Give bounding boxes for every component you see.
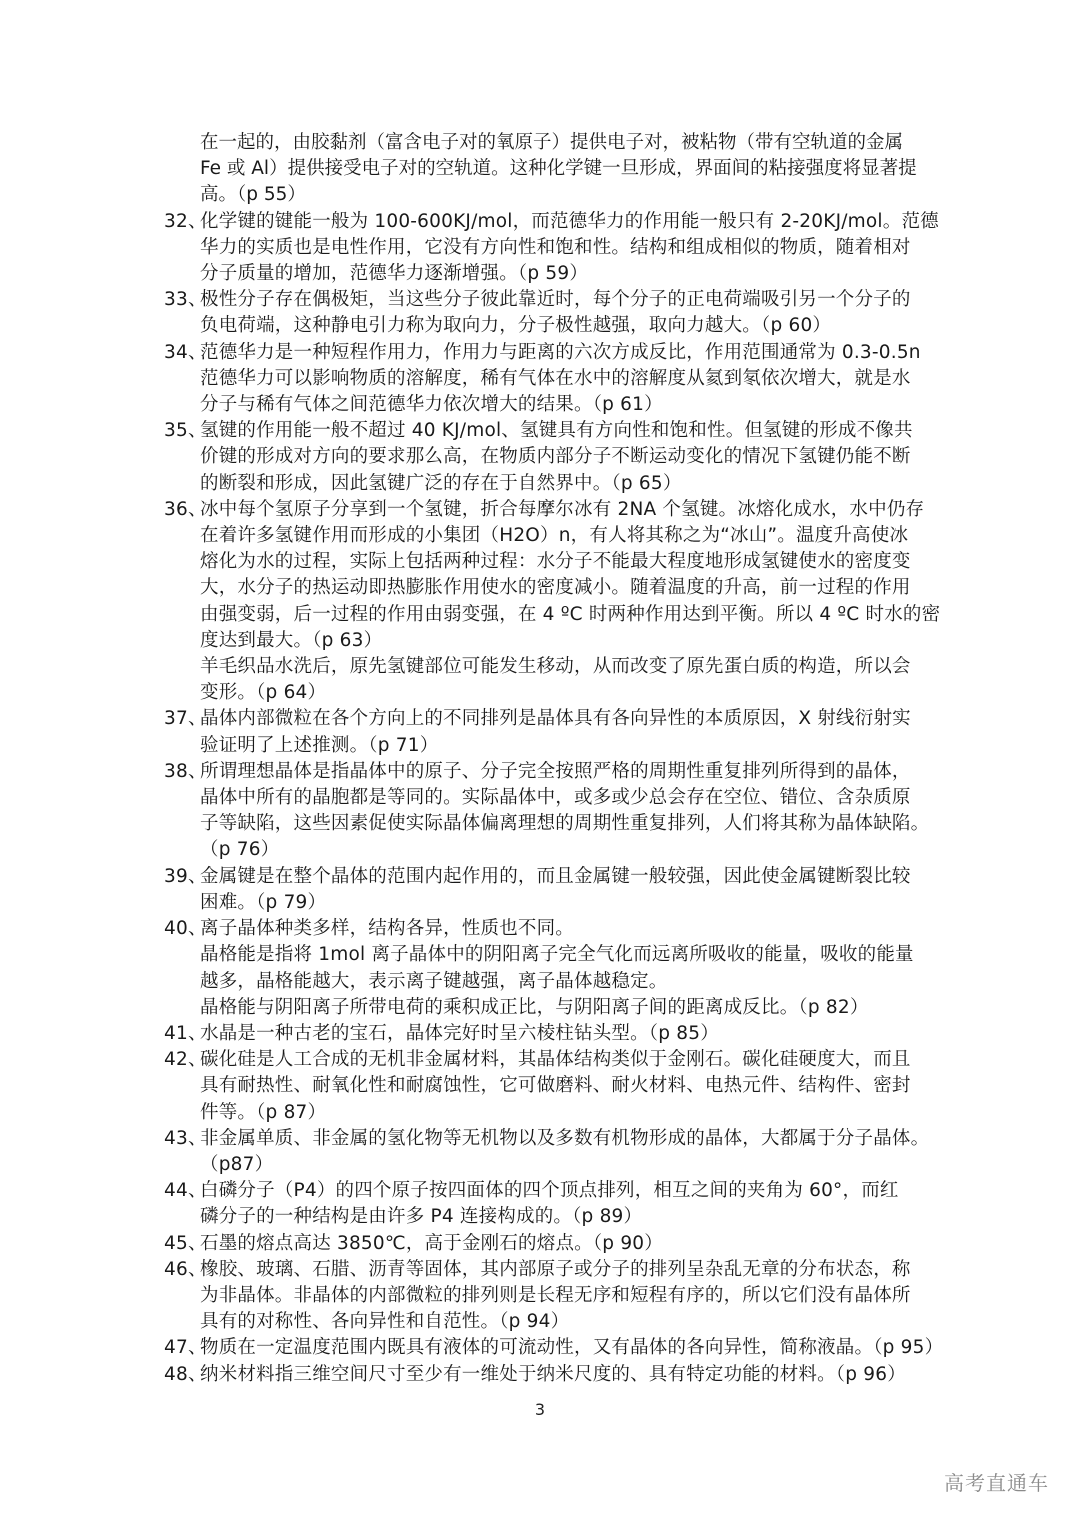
list-item	[164, 418, 920, 497]
text-line: 大，水分子的热运动即热膨胀作用使水的密度减小。随着温度的升高，前一过程的作用	[200, 577, 911, 599]
lead-in-paragraph	[164, 130, 920, 209]
text-line: 碳化硅是人工合成的无机非金属材料，其晶体结构类似于金刚石。碳化硅硬度大，而且	[200, 1049, 911, 1071]
item-number: 38、	[164, 760, 207, 782]
text-line: 晶格能与阴阳离子所带电荷的乘积成正比，与阴阳离子间的距离成反比。（p 82）	[200, 996, 869, 1018]
text-line: 离子晶体种类多样，结构各异，性质也不同。	[200, 918, 575, 940]
item-number: 46、	[164, 1258, 207, 1280]
text-line: 高。（p 55）	[200, 184, 306, 206]
item-number: 42、	[164, 1049, 207, 1071]
numbered-list	[164, 209, 944, 1388]
text-line: 范德华力是一种短程作用力，作用力与距离的六次方成反比，作用范围通常为 0.3-0.5n	[200, 341, 921, 363]
text-line: 磷分子的一种结构是由许多 P4 连接构成的。（p 89）	[200, 1206, 643, 1228]
text-line: 范德华力可以影响物质的溶解度，稀有气体在水中的溶解度从氦到氡依次增大，就是水	[200, 367, 911, 389]
text-line: 验证明了上述推测。（p 71）	[200, 734, 439, 756]
text-line: 的断裂和形成，因此氢键广泛的存在于自然界中。（p 65）	[200, 472, 682, 494]
text-line: 华力的实质也是电性作用，它没有方向性和饱和性。结构和组成相似的物质，随着相对	[200, 236, 911, 258]
text-line: 晶格能是指将 1mol 离子晶体中的阴阳离子完全气化而远离所吸收的能量，吸收的能量	[200, 944, 914, 966]
text-line: 在着许多氢键作用而形成的小集团（H2O）n，有人将其称之为“冰山”。温度升高使冰	[200, 525, 909, 547]
text-line: 负电荷端，这种静电引力称为取向力，分子极性越强，取向力越大。（p 60）	[200, 315, 832, 337]
text-line: 分子质量的增加，范德华力逐渐增强。（p 59）	[200, 263, 589, 285]
text-line: 橡胶、玻璃、石腊、沥青等固体，其内部原子或分子的排列呈杂乱无章的分布状态，称	[200, 1258, 911, 1280]
text-line: 价键的形成对方向的要求那么高，在物质内部分子不断运动变化的情况下氢键仍能不断	[200, 446, 911, 468]
list-item	[164, 864, 920, 916]
text-line: 子等缺陷，这些因素促使实际晶体偏离理想的周期性重复排列，人们将其称为晶体缺陷。	[200, 813, 930, 835]
text-line: 金属键是在整个晶体的范围内起作用的，而且金属键一般较强，因此使金属键断裂比较	[200, 865, 911, 887]
item-number: 45、	[164, 1232, 207, 1254]
item-number: 34、	[164, 341, 207, 363]
list-item	[164, 1257, 920, 1336]
text-line: 物质在一定温度范围内既具有液体的可流动性，又有晶体的各向异性，简称液晶。（p 95）	[200, 1337, 944, 1359]
text-line: 在一起的，由胶黏剂（富含电子对的氧原子）提供电子对，被粘物（带有空轨道的金属	[200, 132, 904, 153]
list-item	[164, 1362, 920, 1388]
text-line: （p87）	[200, 1153, 274, 1175]
document-body	[164, 130, 944, 1388]
item-number: 39、	[164, 865, 207, 887]
list-item	[164, 1021, 920, 1047]
text-line: 分子与稀有气体之间范德华力依次增大的结果。（p 61）	[200, 394, 663, 416]
text-line: 由强变弱，后一过程的作用由弱变强，在 4 ºC 时两种作用达到平衡。所以 4 ºC 时水的密	[200, 603, 941, 625]
text-line: 具有的对称性、各向异性和自范性。（p 94）	[200, 1311, 570, 1333]
item-number: 37、	[164, 708, 207, 730]
text-line: 非金属单质、非金属的氢化物等无机物以及多数有机物形成的晶体，大都属于分子晶体。	[200, 1127, 930, 1149]
list-item	[164, 209, 939, 288]
item-number: 44、	[164, 1180, 207, 1202]
list-item	[164, 916, 920, 1021]
list-item	[164, 1126, 930, 1178]
text-line: 越多，晶格能越大，表示离子键越强，离子晶体越稳定。	[200, 970, 668, 992]
text-line: （p 76）	[200, 839, 280, 861]
list-item	[164, 706, 920, 758]
text-line: 氢键的作用能一般不超过 40 KJ/mol、氢键具有方向性和饱和性。但氢键的形成不像共	[200, 420, 913, 442]
list-item	[164, 1178, 920, 1230]
text-line: Fe 或 Al）提供接受电子对的空轨道。这种化学键一旦形成，界面间的粘接强度将显著提	[200, 158, 917, 180]
text-line: 困难。（p 79）	[200, 891, 327, 913]
text-line: 变形。（p 64）	[200, 682, 327, 704]
text-line: 晶体内部微粒在各个方向上的不同排列是晶体具有各向异性的本质原因，X 射线衍射实	[200, 708, 911, 730]
item-number: 35、	[164, 420, 207, 442]
item-number: 36、	[164, 498, 207, 520]
text-line: 石墨的熔点高达 3850℃，高于金刚石的熔点。（p 90）	[200, 1232, 663, 1254]
text-line: 件等。（p 87）	[200, 1101, 327, 1123]
item-number: 33、	[164, 289, 207, 311]
text-line: 具有耐热性、耐氧化性和耐腐蚀性，它可做磨料、耐火材料、电热元件、结构件、密封	[200, 1075, 911, 1097]
item-number: 41、	[164, 1022, 207, 1044]
page-number: 3	[534, 1400, 546, 1419]
list-item	[164, 340, 920, 419]
text-line: 纳米材料指三维空间尺寸至少有一维处于纳米尺度的、具有特定功能的材料。（p 96）	[200, 1363, 906, 1385]
item-number: 43、	[164, 1127, 207, 1149]
text-line: 为非晶体。非晶体的内部微粒的排列则是长程无序和短程有序的，所以它们没有晶体所	[200, 1284, 911, 1306]
text-line: 羊毛织品水洗后，原先氢键部位可能发生移动，从而改变了原先蛋白质的构造，所以会	[200, 656, 911, 678]
text-line: 化学键的键能一般为 100-600KJ/mol，而范德华力的作用能一般只有 2-20KJ/mol。范德	[200, 210, 939, 232]
text-line: 熔化为水的过程，实际上包括两种过程：水分子不能最大程度地形成氢键使水的密度变	[200, 551, 911, 573]
list-item	[164, 497, 941, 707]
text-line: 白磷分子（P4）的四个原子按四面体的四个顶点排列，相互之间的夹角为 60°，而红	[200, 1180, 899, 1202]
text-line: 所谓理想晶体是指晶体中的原子、分子完全按照严格的周期性重复排列所得到的晶体，	[200, 760, 911, 782]
item-number: 47、	[164, 1337, 207, 1359]
watermark: 高考直通车	[944, 1471, 1049, 1495]
text-line: 冰中每个氢原子分享到一个氢键，折合每摩尔冰有 2NA 个氢键。冰熔化成水，水中仍存	[200, 498, 925, 520]
item-number: 32、	[164, 210, 207, 232]
text-line: 度达到最大。（p 63）	[200, 629, 383, 651]
list-item	[164, 1335, 944, 1361]
list-item	[164, 287, 920, 339]
list-item	[164, 1231, 920, 1257]
item-number: 40、	[164, 918, 207, 940]
list-item	[164, 759, 930, 864]
text-line: 水晶是一种古老的宝石，晶体完好时呈六棱柱钻头型。（p 85）	[200, 1022, 719, 1044]
item-number: 48、	[164, 1363, 207, 1385]
text-line: 极性分子存在偶极矩，当这些分子彼此靠近时，每个分子的正电荷端吸引另一个分子的	[200, 289, 911, 311]
list-item	[164, 1047, 920, 1126]
text-line: 晶体中所有的晶胞都是等同的。实际晶体中，或多或少总会存在空位、错位、含杂质原	[200, 787, 911, 809]
